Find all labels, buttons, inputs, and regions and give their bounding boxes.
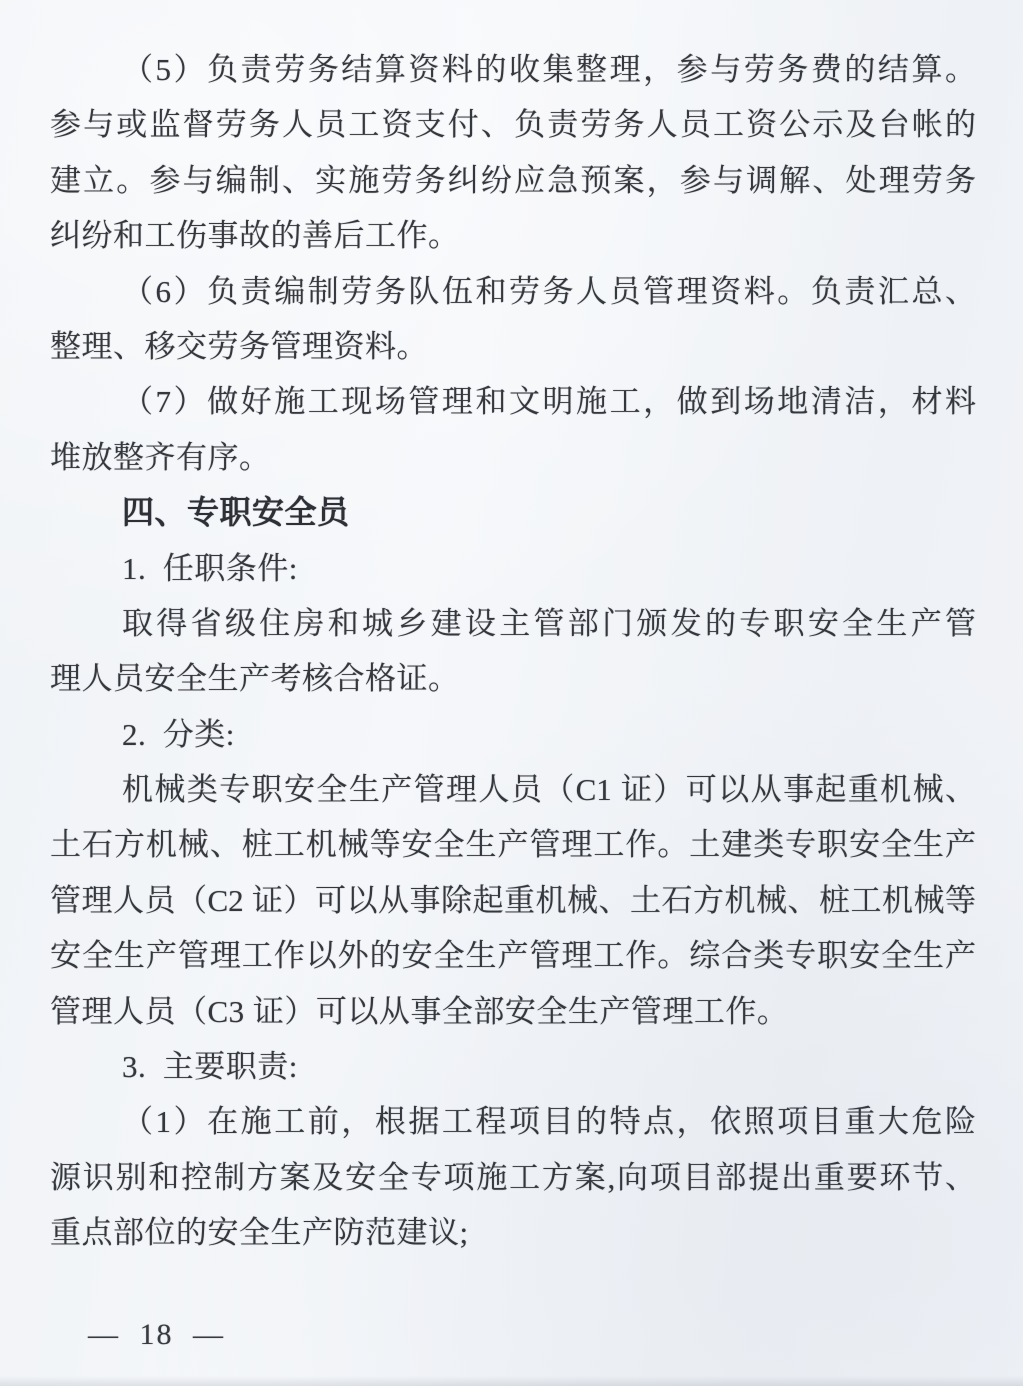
text-line: 管理人员（C3 证）可以从事全部安全生产管理工作。 [50, 993, 789, 1029]
text-line: 3. 主要职责: [122, 1049, 298, 1085]
text-line: 堆放整齐有序。 [50, 439, 271, 475]
text-line: 1. 任职条件: [122, 550, 298, 586]
text-block [50, 42, 976, 1261]
text-line: 管理人员（C2 证）可以从事除起重机械、土石方机械、桩工机械等 [50, 882, 976, 918]
section-heading: 四、专职安全员 [122, 494, 350, 531]
text-line: 取得省级住房和城乡建设主管部门颁发的专职安全生产管 [122, 605, 976, 641]
text-line: 土石方机械、桩工机械等安全生产管理工作。土建类专职安全生产 [50, 827, 976, 863]
text-line: （7）做好施工现场管理和文明施工，做到场地清洁，材料 [122, 384, 976, 420]
text-line: 安全生产管理工作以外的安全生产管理工作。综合类专职安全生产 [50, 938, 976, 974]
text-line: 机械类专职安全生产管理人员（C1 证）可以从事起重机械、 [122, 772, 976, 808]
text-line: 建立。参与编制、实施劳务纠纷应急预案，参与调解、处理劳务 [50, 162, 976, 198]
text-line: 源识别和控制方案及安全专项施工方案,向项目部提出重要环节、 [50, 1159, 976, 1195]
text-line: 纠纷和工伤事故的善后工作。 [50, 218, 460, 254]
text-line: （5）负责劳务结算资料的收集整理，参与劳务费的结算。 [122, 52, 976, 87]
text-line: 理人员安全生产考核合格证。 [50, 661, 460, 697]
text-line: 参与或监督劳务人员工资支付、负责劳务人员工资公示及台帐的 [50, 107, 976, 143]
page-number: — 18 — [88, 1318, 225, 1351]
text-line: 整理、移交劳务管理资料。 [50, 328, 428, 364]
text-line: （6）负责编制劳务队伍和劳务人员管理资料。负责汇总、 [122, 273, 976, 309]
text-line: （1）在施工前，根据工程项目的特点，依照项目重大危险 [122, 1104, 976, 1140]
text-line: 2. 分类: [122, 716, 235, 752]
text-line: 重点部位的安全生产防范建议; [50, 1215, 469, 1251]
